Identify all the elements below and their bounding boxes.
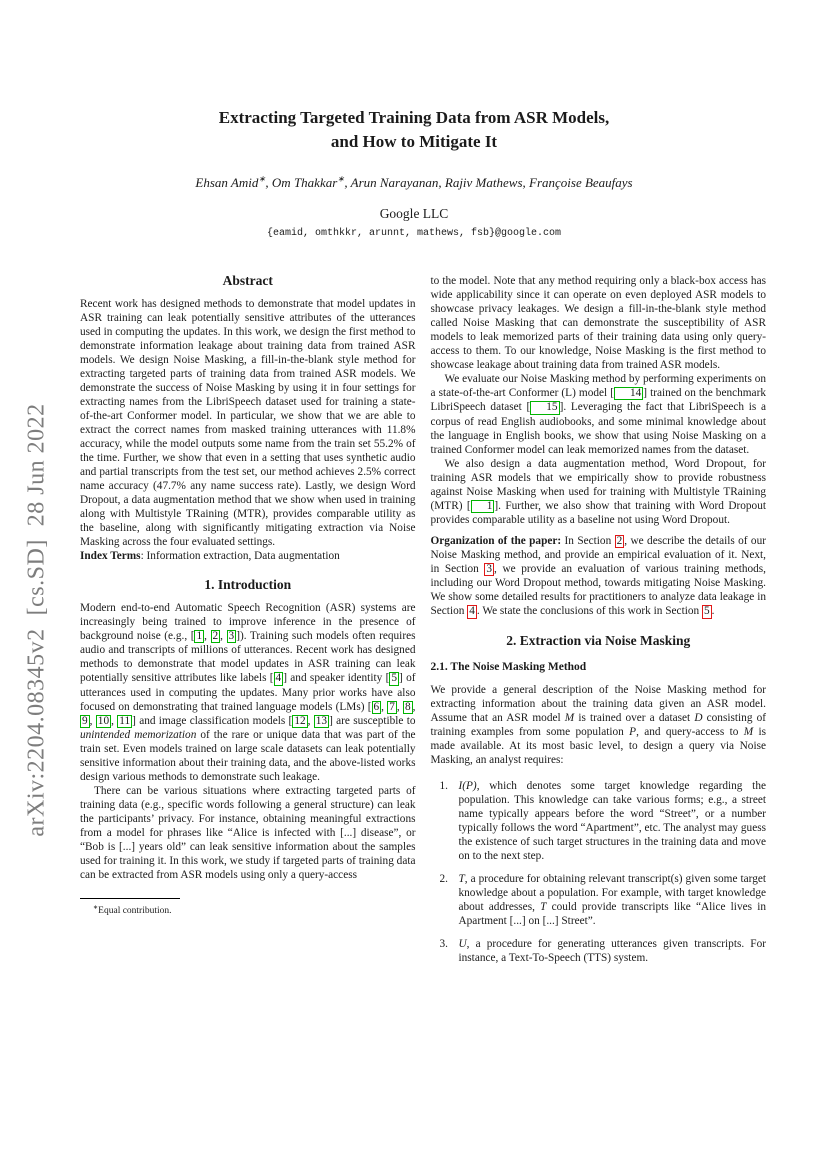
list-item-number: 2. — [439, 872, 448, 885]
footnote-text: ∗Equal contribution. — [93, 905, 172, 917]
body-paragraph: We evaluate our Noise Masking method by performing experiments on a state-of-the-art Conformer (L) model [ 14 ] trained on the benchmark LibriSpeech dataset [ 15 ]. Leveraging the fact that LibriSpeech is a corpus of read English audiobooks, and some minimal knowledge about the language in English books, we show that using Noise Masking on a trained Conformer model can leak memorized names from the dataset. — [430, 373, 766, 456]
footnote-rule — [80, 898, 180, 899]
section-1-heading: 1. Introduction — [204, 577, 292, 592]
abstract-paragraph: Recent work has designed methods to demonstrate that model updates in ASR training can leak potentially sensitive attributes of the utterances used in computing the updates. In this work, we design the first method to demonstrate information leakage about training data from trained ASR models. We design Noise Masking, a fill-in-the-blank style method for extracting targeted parts of training data from trained ASR models. We demonstrate the success of Noise Masking by using it in four settings for extracting names from the LibriSpeech dataset used for training a state-of-the-art Conformer model. In particular, we show that we are able to extract the correct names from masked training utterances with 11.8% accuracy, while the model outputs some name from the train set 55.2% of the time. Further, we show that even in a setting that uses synthetic audio and partial transcripts from the test set, our method achieves 2.5% correct name accuracy (47.7% any name success rate). Lastly, we design Word Dropout, a data augmentation method that we show when used in training along with Multistyle TRaining (MTR), provides comparable utility as the baseline, along with significantly mitigating extraction via Noise Masking across the four evaluated settings. — [80, 298, 416, 548]
styled-text: U — [458, 937, 467, 950]
section-ref-link[interactable]: 5 — [703, 605, 710, 618]
list-item-number: 1. — [439, 779, 448, 792]
organization-paragraph: Organization of the paper: In Section 2 , we describe the details of our Noise Masking method, and provide an empirical evaluation of it. Next, in Section 3 , we provide an evaluation of various training methods, including our Word Dropout method, towards mitigating Noise Masking. We show some detailed results for practitioners to analyze data leakage in Section 4 . We state the conclusions of this work in Section 5 . — [430, 534, 766, 618]
method-requirement-item — [431, 872, 767, 928]
citation-link[interactable]: 1 — [471, 500, 495, 513]
arxiv-watermark: arXiv:2204.08345v2 [cs.SD] 28 Jun 2022 — [23, 403, 50, 837]
paper-title — [0, 106, 828, 154]
styled-text: Index Terms — [80, 550, 141, 562]
section-ref-link[interactable]: 2 — [616, 534, 623, 547]
styled-text: ∗ — [337, 173, 345, 184]
styled-text: D — [694, 711, 703, 724]
section-ref-link[interactable]: 4 — [469, 605, 475, 618]
list-item-text: U, a procedure for generating utterances given transcripts. For instance, a Text-To-Speech (TTS) system. — [458, 937, 766, 964]
index-terms-line: Index Terms: Information extraction, Data augmentation — [80, 550, 340, 562]
abstract-heading: Abstract — [222, 273, 273, 288]
section-ref-link[interactable]: 3 — [486, 563, 493, 576]
citation-link[interactable]: 5 — [391, 672, 397, 685]
email-line: {eamid, omthkkr, arunnt, mathews, fsb}@google.com — [266, 228, 562, 239]
citation-link[interactable]: 12 — [294, 714, 306, 727]
title-line-1: Extracting Targeted Training Data from ASR Models, — [218, 108, 610, 127]
styled-text: T — [458, 872, 465, 885]
title-line-2: and How to Mitigate It — [330, 132, 498, 151]
styled-text: I(P) — [458, 779, 477, 792]
list-item-number: 3. — [439, 937, 448, 950]
body-paragraph: to the model. Note that any method requiring only a black-box access has wide applicability since it can operate on even deployed ASR models to showcase privacy leakages. We design a fill-in-the-blank style method called Noise Masking that can demonstrate the susceptibility of ASR models to leak memorized parts of their training data using only query-access to them. To our knowledge, Noise Masking is the first method to showcase leakage about training data from trained ASR models. — [430, 275, 766, 371]
citation-link[interactable]: 4 — [275, 672, 282, 685]
left-column — [80, 274, 416, 974]
method-requirement-item — [431, 779, 767, 863]
citation-link[interactable]: 13 — [315, 714, 328, 727]
two-column-body — [80, 274, 766, 974]
styled-text: unintended memorization — [80, 729, 197, 742]
citation-link[interactable]: 1 — [196, 630, 203, 642]
styled-text: T — [540, 900, 547, 913]
affiliation: Google LLC — [379, 206, 449, 221]
citation-link[interactable]: 14 — [614, 387, 643, 400]
right-column — [431, 274, 767, 974]
citation-link[interactable]: 3 — [228, 630, 235, 642]
body-paragraph: We also design a data augmentation method, Word Dropout, for training ASR models that we empirically show to provide robustness against Noise Masking when used for training with Multistyle TRaining (MTR) [ 1 ]. Further, we also show that training with Word Dropout provides comparable utility as a baseline not using Word Dropout. — [430, 457, 766, 526]
styled-text: M — [564, 711, 575, 724]
citation-link[interactable]: 9 — [82, 714, 88, 727]
citation-link[interactable]: 15 — [530, 401, 559, 414]
section-2-heading: 2. Extraction via Noise Masking — [506, 632, 691, 648]
method-intro-paragraph: We provide a general description of the Noise Masking method for extracting information about the training data given an ASR model. Assume that an ASR model M is trained over a dataset D consisting of training examples from some population P, and query-access to M is made available. At its most basic level, to design a query via Noise Masking, an analyst requires: — [430, 683, 767, 766]
list-item-text: I(P), which denotes some target knowledge regarding the population. This knowledge can take various forms; e.g., a street name typically appears before the word “Street”, or a number typically follows the word “Apartment”, etc. The analyst may guess the existence of such target structures in the training data and move on to the next step. — [458, 779, 766, 862]
authors-line: Ehsan Amid∗, Om Thakkar∗, Arun Narayanan, Rajiv Mathews, Françoise Beaufays — [195, 173, 633, 190]
citation-link[interactable]: 11 — [119, 714, 131, 727]
styled-text: ∗ — [258, 173, 266, 184]
citation-link[interactable]: 7 — [389, 700, 395, 713]
citation-link[interactable]: 10 — [97, 714, 110, 727]
intro-paragraph-2: There can be various situations where extracting targeted parts of training data (e.g., specific words following a general structure) can leak the participants’ privacy. For instance, obtaining meaningful extractions from a model for phrases like “Alice is infected with [...] disease”, or “Bob is [...] years old” can leak sensitive information about the samples used for training it. In this work, we study if targeted parts of training data can be extracted from ASR models using only a query-access — [80, 785, 416, 882]
citation-link[interactable]: 6 — [373, 700, 380, 713]
citation-link[interactable]: 8 — [405, 700, 411, 713]
list-item-text: T, a procedure for obtaining relevant transcript(s) given some target knowledge about a population. For example, with target knowledge about addresses, T could provide transcripts like “Alice lives in Apartment [...] on [...] Street”. — [458, 872, 766, 927]
citation-link[interactable]: 2 — [212, 630, 219, 642]
styled-text: M — [743, 725, 754, 738]
styled-text: Organization of the paper: — [430, 534, 562, 547]
intro-paragraph-1: Modern end-to-end Automatic Speech Recognition (ASR) systems are increasingly being trained to improve inference in the presence of background noise (e.g., [ 1 , 2 , 3 ]). Training such models often requires audio and transcripts of millions of utterances. Recent work has designed methods to demonstrate that model updates in ASR training can leak potentially sensitive attributes like labels [ 4 ] and speaker identity [ 5 ] of utterances used in computing the updates. Many prior works have also focused on demonstrating that trained language models (LMs) [ 6 , 7 , 8 , 9 , 10 , 11 ] and image classification models [ 12 , 13 ] are susceptible to unintended memorization of the rare or unique data that was part of the train set. Even models trained on large scale datasets can leak potentially sensitive information about their training data, and the above-listed works design various methods to demonstrate such leakage. — [80, 602, 416, 784]
styled-text: P — [629, 725, 637, 738]
styled-text: ∗ — [93, 905, 99, 912]
method-requirements-list — [431, 779, 767, 965]
footnote-block — [80, 898, 416, 918]
method-requirement-item — [431, 937, 767, 965]
paper-header — [0, 0, 828, 239]
subsection-2-1-heading: 2.1. The Noise Masking Method — [430, 660, 587, 673]
